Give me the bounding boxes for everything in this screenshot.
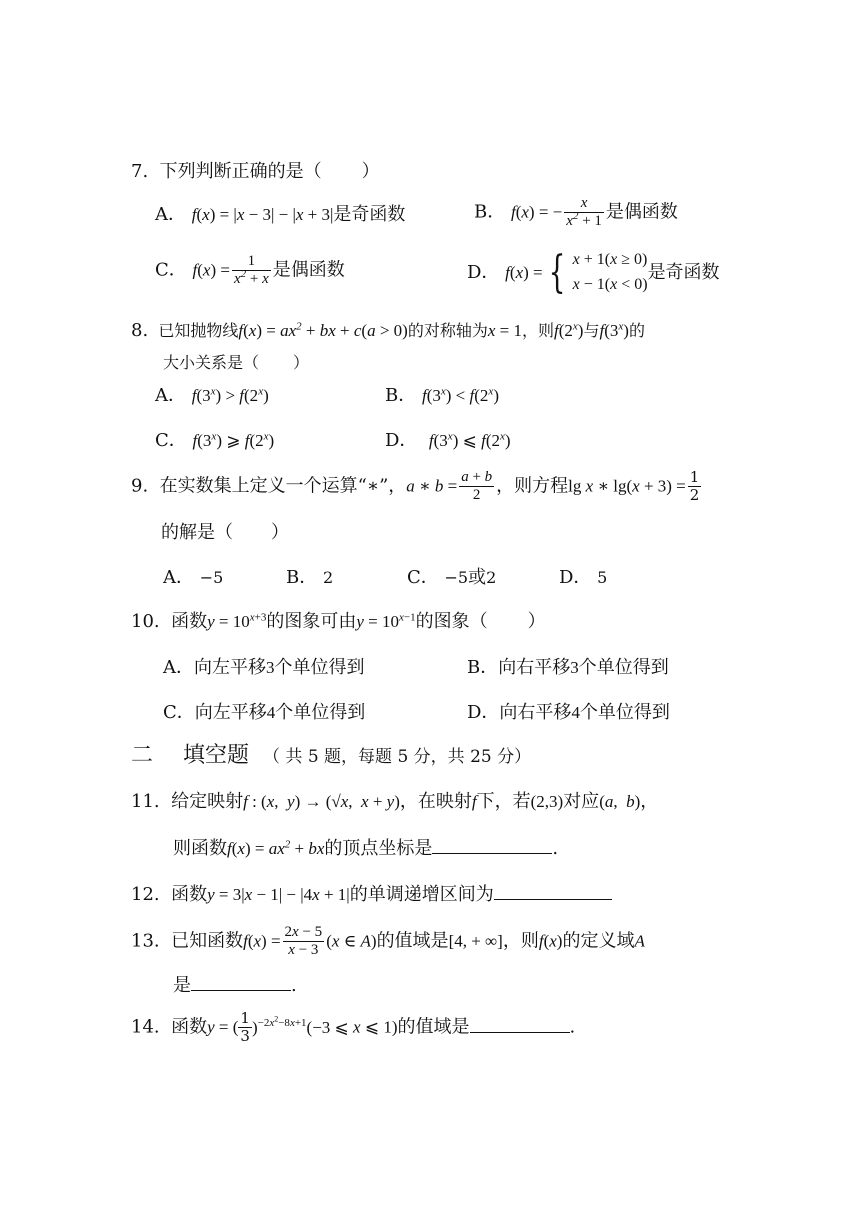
q9-option-d[interactable]: D． 5 <box>559 567 608 588</box>
q14-answer-blank[interactable] <box>470 1016 570 1033</box>
q10-option-d[interactable]: D．向右平移4个单位得到 <box>467 702 670 723</box>
q9-stem-line2: 的解是（ ） <box>161 522 289 543</box>
q8-option-a[interactable]: A． $f(3^x) > f(2^x)$ <box>155 385 269 406</box>
q11-stem-line2: 则函数$f(x) = ax^2$ + bx的顶点坐标是 . <box>173 838 559 859</box>
q11-answer-blank[interactable] <box>432 837 552 854</box>
q10-option-b[interactable]: B．向右平移3个单位得到 <box>467 657 669 678</box>
q9-option-c[interactable]: C． −5或2 <box>407 567 497 588</box>
q7-option-b[interactable]: B． f(x) = − $\frac{x}{x^2 + 1}$ 是偶函数 <box>474 195 678 229</box>
q11-stem: 11. 给定映射f : (x, y) → (√x, x + y)，在映射f下，若(2,3)对应(a, b)， <box>131 791 659 812</box>
q14-stem: 14. 函数y = ( $\frac{1}{3}$ )$^{-2x^2-8x+1}$(−3 ⩽ x ⩽ 1)的值域是 . <box>131 1009 576 1045</box>
q8-option-d[interactable]: D． f(3$^x$) ⩽ f(2$^x$) <box>385 430 511 451</box>
q10-option-c[interactable]: C．向左平移4个单位得到 <box>163 702 366 723</box>
q10-stem: 10. 函数$y = 10^{x+3}$的图象可由$y = 10^{x-1}$的图象（ ） <box>131 611 546 632</box>
q13-stem: 13. 已知函数f(x) = $\frac{2x - 5}{x - 3}$ (x ∈ A)的值域是[4, + ∞]，则f(x)的定义域A <box>131 924 645 958</box>
q7-option-a[interactable]: A． f(x) = |x − 3| − |x + 3|是奇函数 <box>155 204 406 225</box>
q9-stem: 9. 在实数集上定义一个运算“∗”，a ∗ b = $\frac{a + b}{2}$ ，则方程lg x ∗ lg(x + 3) = $\frac{1}{2}$ <box>131 468 700 504</box>
q7-option-d[interactable]: D． f(x) = { x + 1(x ≥ 0) x − 1(x < 0) 是奇函数 <box>467 246 720 298</box>
q9-option-a[interactable]: A． −5 <box>163 567 224 588</box>
q10-option-a[interactable]: A．向左平移3个单位得到 <box>163 657 365 678</box>
q8-stem-line2: 大小关系是（ ） <box>163 353 310 372</box>
q8-stem: 8. 已知抛物线$f(x) = ax^2$ + bx + c(a > 0)的对称轴为x = 1，则f(2$^x$)与f(3$^x$)的 <box>131 320 645 341</box>
q12-stem: 12. 函数y = 3|x − 1| − |4x + 1|的单调递增区间为 <box>131 883 612 904</box>
q8-option-b[interactable]: B． $f(3^x) < f(2^x)$ <box>385 385 499 406</box>
section-heading: 二 填空题 （ 共 5 题，每题 5 分，共 25 分） <box>131 743 532 768</box>
q7-option-c[interactable]: C． f(x) = $\frac{1}{x^2 + x}$ 是偶函数 <box>155 253 345 287</box>
q9-option-b[interactable]: B． 2 <box>286 567 334 588</box>
q12-answer-blank[interactable] <box>494 883 612 900</box>
q13-stem-line2: 是 . <box>173 975 297 996</box>
q8-option-c[interactable]: C． f(3$^x$) ⩾ f(2$^x$) <box>155 430 275 451</box>
q13-answer-blank[interactable] <box>191 974 291 991</box>
q7-stem: 7. 下列判断正确的是（ ） <box>131 161 380 182</box>
